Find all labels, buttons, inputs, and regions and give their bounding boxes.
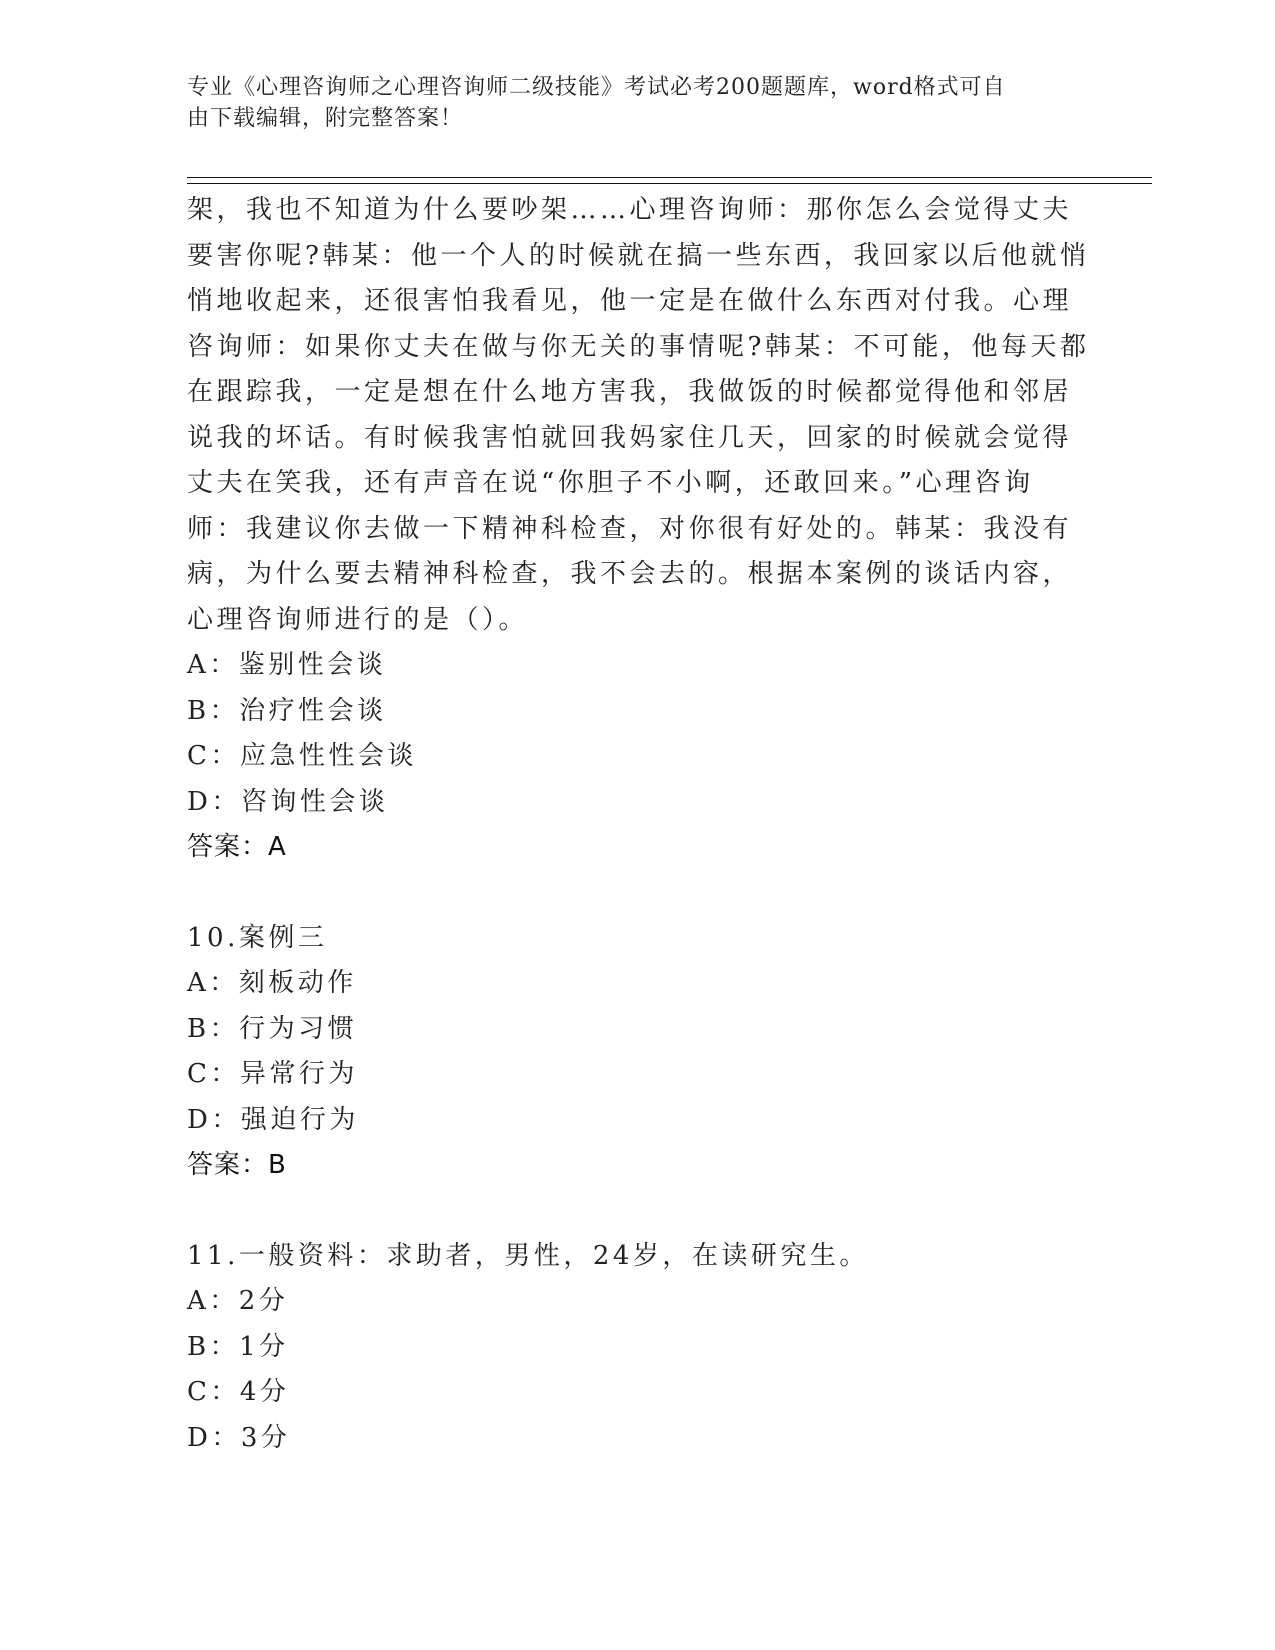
question-11 xyxy=(187,1234,1087,1462)
question-10-answer: 答案：B xyxy=(187,1150,287,1180)
question-10 xyxy=(187,916,1087,1189)
question-9-line: 咨询师：如果你丈夫在做与你无关的事情呢?韩某：不可能，他每天都 xyxy=(187,331,1090,362)
question-9-line: 丈夫在笑我，还有声音在说“你胆子不小啊，还敢回来。”心理咨询 xyxy=(187,468,1034,498)
question-9-line: 架，我也不知道为什么要吵架……心理咨询师：那你怎么会觉得丈夫 xyxy=(187,195,1073,225)
question-9-answer: 答案：A xyxy=(187,832,287,862)
question-11-option-a: A：2分 xyxy=(187,1286,289,1316)
question-11-option-d: D：3分 xyxy=(187,1422,291,1453)
document-header xyxy=(187,72,1067,134)
question-9-line: 在跟踪我，一定是想在什么地方害我，我做饭的时候都觉得他和邻居 xyxy=(187,377,1073,407)
header-rule-top xyxy=(187,177,1152,178)
question-9-option-b: B：治疗性会谈 xyxy=(187,695,387,726)
question-9-line: 病，为什么要去精神科检查，我不会去的。根据本案例的谈话内容， xyxy=(187,559,1073,589)
question-10-option-b: B：行为习惯 xyxy=(187,1013,358,1044)
spacer xyxy=(187,1189,1087,1234)
question-9-option-c: C：应急性性会谈 xyxy=(187,741,417,771)
question-9 xyxy=(187,188,1090,871)
question-9-line: 说我的坏话。有时候我害怕就回我妈家住几天，回家的时候就会觉得 xyxy=(187,422,1073,453)
question-10-option-a: A：刻板动作 xyxy=(187,968,357,998)
question-11-stem: 11.一般资料：求助者，男性，24岁，在读研究生。 xyxy=(187,1240,869,1271)
question-9-line: 心理咨询师进行的是（）。 xyxy=(187,604,529,635)
spacer xyxy=(187,871,1087,916)
header-line-1: 专业《心理咨询师之心理咨询师二级技能》考试必考200题题库，word格式可自 xyxy=(187,75,1006,100)
question-10-option-c: C：异常行为 xyxy=(187,1059,358,1089)
document-body xyxy=(187,188,1090,1461)
question-9-option-a: A：鉴别性会谈 xyxy=(187,650,387,680)
question-10-option-d: D：强迫行为 xyxy=(187,1104,359,1135)
question-9-line: 悄地收起来，还很害怕我看见，他一定是在做什么东西对付我。心理 xyxy=(187,286,1073,316)
question-11-option-b: B：1分 xyxy=(187,1331,289,1362)
question-9-option-d: D：咨询性会谈 xyxy=(187,786,389,817)
question-10-stem: 10.案例三 xyxy=(187,922,328,953)
question-9-line: 要害你呢?韩某：他一个人的时候就在搞一些东西，我回家以后他就悄 xyxy=(187,240,1090,271)
question-9-line: 师：我建议你去做一下精神科检查，对你很有好处的。韩某：我没有 xyxy=(187,513,1073,544)
header-line-2: 由下载编辑，附完整答案！ xyxy=(187,106,464,131)
question-11-option-c: C：4分 xyxy=(187,1377,290,1407)
header-rule-bottom xyxy=(187,183,1152,184)
